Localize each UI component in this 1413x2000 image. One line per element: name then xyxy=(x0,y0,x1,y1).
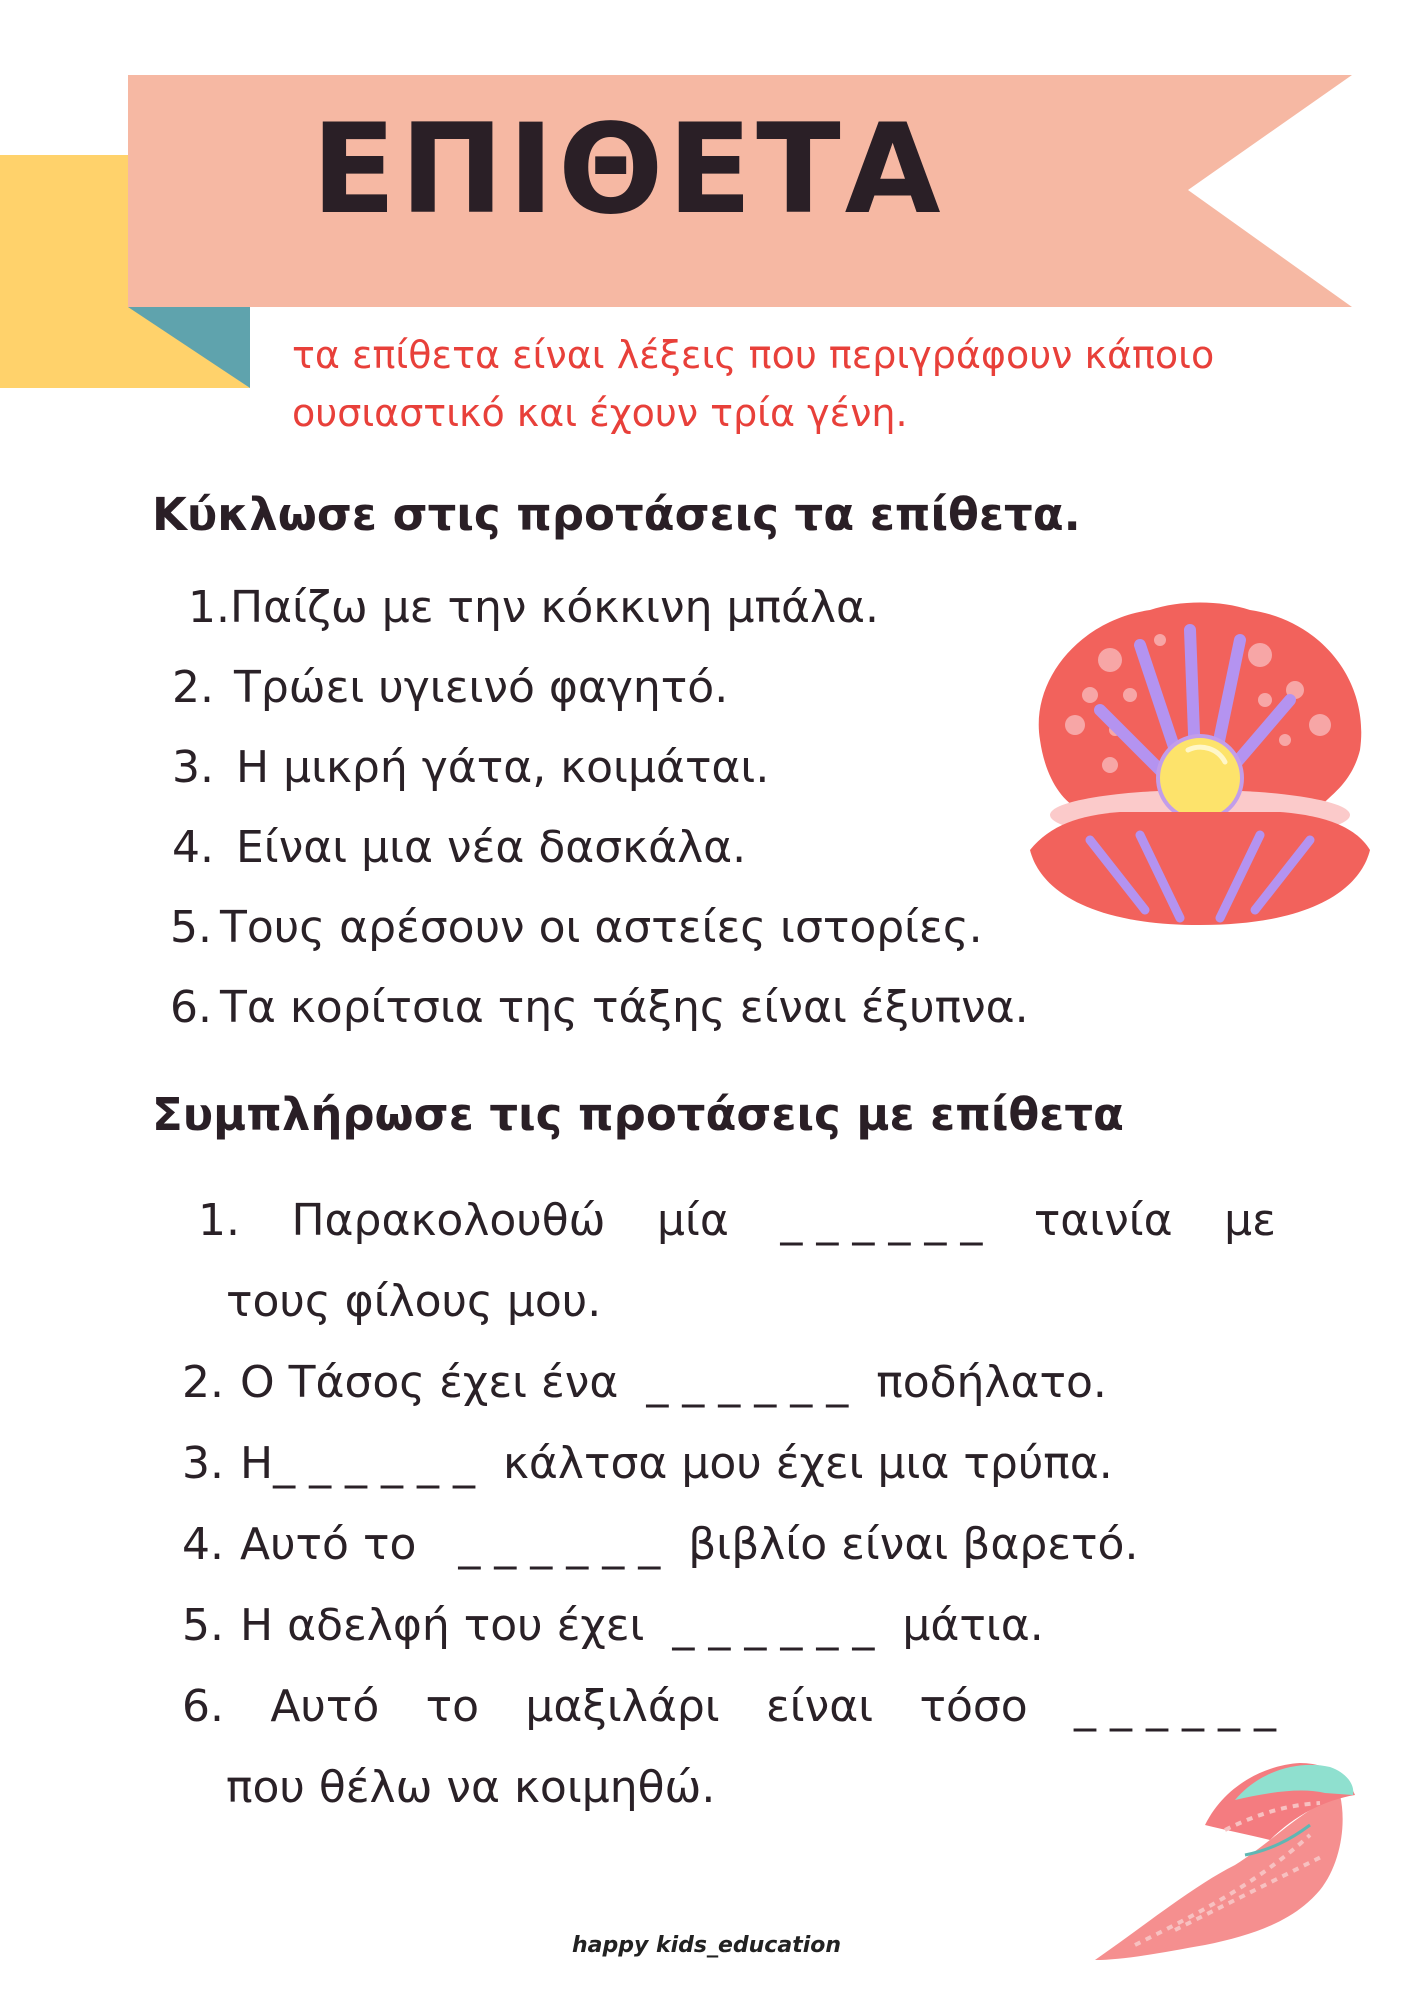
footer-credit: happy kids_education xyxy=(571,1933,842,1958)
item-word: ταινία xyxy=(1033,1195,1173,1246)
list-item xyxy=(168,808,1029,888)
list-item xyxy=(176,1180,1276,1342)
item-number: 3. xyxy=(172,742,214,793)
list-item xyxy=(168,568,1029,648)
shell-bottom xyxy=(1030,812,1370,925)
item-number: 1. xyxy=(198,1195,240,1246)
section2-heading: Συμπλήρωσε τις προτάσεις με επίθετα xyxy=(152,1088,1124,1141)
item-text: Η_ _ _ _ _ _ κάλτσα μου έχει μια τρύπα. xyxy=(240,1438,1113,1489)
section2-list xyxy=(176,1180,1276,1828)
list-item xyxy=(168,888,1029,968)
blank-line: _ _ _ _ _ _ xyxy=(780,1195,983,1246)
item-continuation: που θέλω να κοιμηθώ. xyxy=(226,1762,716,1813)
item-word: Αυτό xyxy=(270,1681,380,1732)
item-word: με xyxy=(1224,1195,1276,1246)
item-word: μία xyxy=(657,1195,729,1246)
item-text: Η αδελφή του έχει _ _ _ _ _ _ μάτια. xyxy=(240,1600,1044,1651)
item-number: 6. xyxy=(170,982,212,1033)
item-number: 5. xyxy=(170,902,212,953)
list-item xyxy=(168,648,1029,728)
list-item xyxy=(176,1423,1276,1504)
item-continuation: τους φίλους μου. xyxy=(226,1276,602,1327)
item-text: Τα κορίτσια της τάξης είναι έξυπνα. xyxy=(220,982,1029,1033)
item-word: Παρακολουθώ xyxy=(291,1195,606,1246)
item-number: 2. xyxy=(182,1357,224,1408)
item-number: 4. xyxy=(172,822,214,873)
list-item xyxy=(176,1342,1276,1423)
item-text: Η μικρή γάτα, κοιμάται. xyxy=(236,742,770,793)
intro-line-1: τα επίθετα είναι λέξεις που περιγράφουν κάποιο xyxy=(292,333,1215,377)
item-text: Παίζω με την κόκκινη μπάλα. xyxy=(230,582,880,633)
section1-heading: Κύκλωσε στις προτάσεις τα επίθετα. xyxy=(152,488,1081,541)
item-text: Αυτό το _ _ _ _ _ _ βιβλίο είναι βαρετό. xyxy=(240,1519,1139,1570)
item-word: το xyxy=(425,1681,480,1732)
item-text: Είναι μια νέα δασκάλα. xyxy=(236,822,747,873)
item-number: 3. xyxy=(182,1438,224,1489)
item-word: μαξιλάρι xyxy=(525,1681,720,1732)
list-item xyxy=(168,728,1029,808)
list-item xyxy=(176,1585,1276,1666)
item-number: 2. xyxy=(172,662,214,713)
item-number: 1. xyxy=(188,582,230,633)
item-text: Τρώει υγιεινό φαγητό. xyxy=(234,662,729,713)
item-word: είναι xyxy=(765,1681,874,1732)
intro-line-2: ουσιαστικό και έχουν τρία γένη. xyxy=(292,391,908,435)
page-title: ΕΠΙΘΕΤΑ xyxy=(311,98,945,242)
item-number: 5. xyxy=(182,1600,224,1651)
clam-shell-illustration xyxy=(1020,600,1380,930)
item-word: τόσο xyxy=(919,1681,1028,1732)
intro-text xyxy=(292,326,1342,442)
section1-list xyxy=(168,568,1029,1048)
list-item xyxy=(168,968,1029,1048)
item-number: 4. xyxy=(182,1519,224,1570)
item-text: Ο Τάσος έχει ένα _ _ _ _ _ _ ποδήλατο. xyxy=(240,1357,1107,1408)
blank-line: _ _ _ _ _ _ xyxy=(1074,1681,1276,1732)
list-item xyxy=(176,1504,1276,1585)
item-number: 6. xyxy=(182,1681,224,1732)
item-text: Τους αρέσουν οι αστείες ιστορίες. xyxy=(220,902,983,953)
